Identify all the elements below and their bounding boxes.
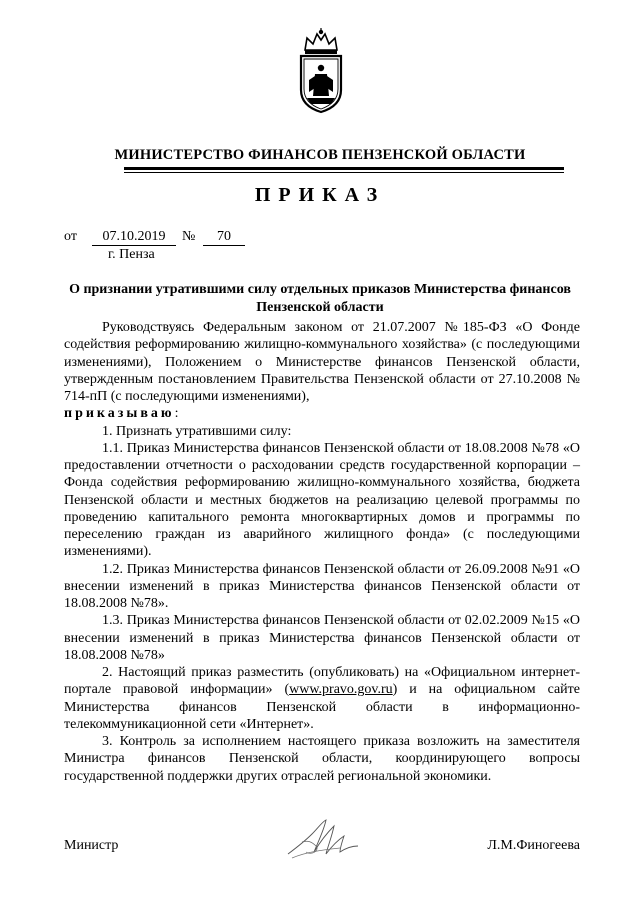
item-1: 1. Признать утратившими силу: (102, 423, 292, 439)
header-rule-thick (124, 167, 564, 170)
city: г. Пенза (108, 247, 155, 262)
order-body (64, 319, 580, 785)
signer-name: Л.М.Финогеева (487, 838, 580, 853)
order-word-line (64, 405, 580, 422)
order-colon: : (174, 406, 179, 422)
handwritten-signature-icon (282, 812, 362, 866)
item-1-2: 1.2. Приказ Министерства финансов Пензенской области от 26.09.2008 №91 «О внесении изменений в приказ Министерства финансов Пензенской области от 18.08.2008 №78». (64, 561, 580, 611)
number-label: № (182, 229, 196, 244)
item-2 (64, 664, 580, 733)
item-2-text-b: ) и на официальном сайте Министерства финансов Пензенской области в информационно-телекоммуникационной сети «Интернет». (64, 682, 581, 732)
header-rule-thin (124, 172, 564, 173)
order-number: 70 (203, 229, 245, 246)
signer-position: Министр (64, 838, 119, 853)
pravo-link[interactable]: www.pravo.gov.ru (289, 682, 393, 698)
item-1-3: 1.3. Приказ Министерства финансов Пензенской области от 02.02.2009 №15 «О внесении изменений в приказ Министерства финансов Пензенской области от 18.08.2008 №78» (64, 613, 580, 663)
ministry-name: МИНИСТЕРСТВО ФИНАНСОВ ПЕНЗЕНСКОЙ ОБЛАСТИ (114, 147, 526, 163)
penza-coat-of-arms-icon (291, 28, 351, 114)
order-date: 07.10.2019 (92, 229, 176, 246)
item-3: 3. Контроль за исполнением настоящего приказа возложить на заместителя Министра финансов Пензенской области, координирующего вопросы государственной поддержки других отраслей региональной экономики. (64, 734, 580, 784)
order-word: приказываю (64, 406, 175, 422)
date-label: от (64, 229, 77, 244)
item-2-text-a: 2. Настоящий приказ разместить (опубликовать) на «Официальном интернет-портале правовой информации» ( (64, 665, 580, 698)
item-1-1: 1.1. Приказ Министерства финансов Пензенской области от 18.08.2008 №78 «О предоставлении отчетности о расходовании средств государственной корпорации – Фонда содействия реформированию жилищно-коммунального хозяйства, бюджета Пензенской области и местных бюджетов на реализацию целевой программы по проведению капитального ремонта многоквартирных домов и программы по переселению граждан из аварийного жилищного фонда» (с последующими изменениями). (64, 440, 580, 560)
order-title: О признании утратившими силу отдельных приказов Министерства финансов Пензенской области (69, 282, 571, 315)
preamble-text: Руководствуясь Федеральным законом от 21.07.2007 №185-ФЗ «О Фонде содействия реформированию жилищно-коммунального хозяйства» (с последующими изменениями), Положением о Министерстве финансов Пензенской области, утвержденным постановлением Правительства Пензенской области от 27.10.2008 № 714-пП (с последующими изменениями), (64, 320, 580, 404)
document-type: ПРИКАЗ (254, 184, 386, 206)
preamble-paragraph (64, 319, 580, 405)
